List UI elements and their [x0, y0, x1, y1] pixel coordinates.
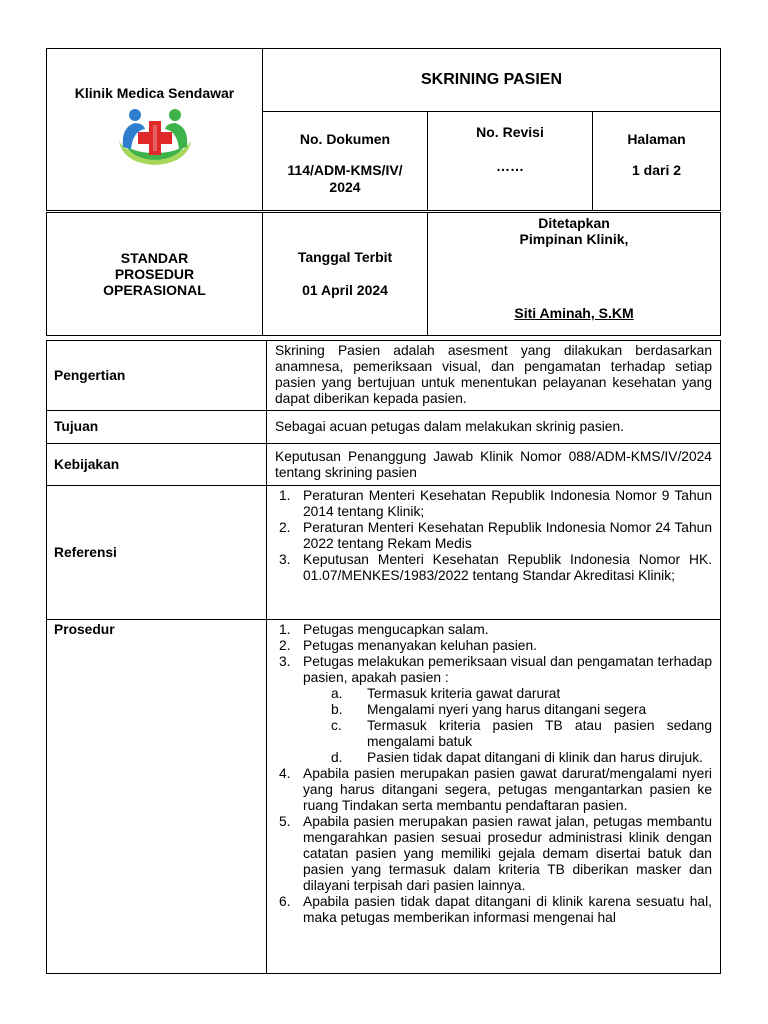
kebijakan-label: Kebijakan: [47, 444, 267, 486]
list-item: 1. Petugas mengucapkan salam.: [279, 622, 489, 637]
issue-date-cell: [263, 212, 428, 336]
list-item: 3. Keputusan Menteri Kesehatan Republik Indonesia Nomor HK. 01.07/MENKES/1983/2022 tentang Standar Akreditasi Klinik;: [279, 552, 712, 583]
list-item: 4. Apabila pasien merupakan pasien gawat darurat/mengalami nyeri yang harus ditangani segera, petugas mengantarkan pasien ke ruang Tindakan serta membantu pendaftaran pasien.: [279, 766, 712, 813]
page-value: 1 dari 2: [631, 162, 682, 178]
tujuan-text: Sebagai acuan petugas dalam melakukan skrinig pasien.: [267, 411, 721, 444]
revision-label: No. Revisi: [476, 124, 544, 140]
signatory-name: Siti Aminah, S.KM: [514, 305, 634, 321]
referensi-list: [275, 488, 712, 584]
sub-item: b. Mengalami nyeri yang harus ditangani segera: [331, 702, 647, 717]
tujuan-label: Tujuan: [47, 411, 267, 444]
pengertian-label: Pengertian: [47, 341, 267, 411]
revision-cell: [428, 112, 593, 212]
approval-by: Pimpinan Klinik,: [519, 231, 629, 247]
sop-label-cell: [47, 212, 263, 336]
page-cell: [593, 112, 721, 212]
sub-item: a. Termasuk kriteria gawat darurat: [331, 686, 561, 701]
row-referensi: [47, 486, 721, 620]
list-item: 2. Peraturan Menteri Kesehatan Republik Indonesia Nomor 24 Tahun 2022 tentang Rekam Medis: [279, 520, 712, 551]
page-label: Halaman: [627, 131, 686, 147]
referensi-list-cell: [267, 486, 721, 620]
clinic-name: Klinik Medica Sendawar: [74, 85, 235, 101]
list-item: 3. Petugas melakukan pemeriksaan visual dan pengamatan terhadap pasien, apakah pasien : a. Termasuk kriteria gawat darurat b. Mengalami nyeri yang harus ditangani segera c. Termasuk kriteria pasien TB atau pasien sedang mengalami batuk d. Pasien tidak dapat ditangani di klinik dan harus dirujuk.: [279, 654, 712, 765]
kebijakan-text: Keputusan Penanggung Jawab Klinik Nomor 088/ADM-KMS/IV/2024 tentang skrining pasien: [267, 444, 721, 486]
revision-value: ……: [496, 158, 524, 174]
list-item: 1. Peraturan Menteri Kesehatan Republik Indonesia Nomor 9 Tahun 2014 tentang Klinik;: [279, 488, 712, 519]
pengertian-text: Skrining Pasien adalah asesment yang dilakukan berdasarkan anamnesa, pemeriksaan visual, dan pengamatan terhadap setiap pasien yang bertujuan untuk menentukan pelayanan kesehatan yang dapat diberikan kepada pasien.: [267, 341, 721, 411]
list-item: 2. Petugas menanyakan keluhan pasien.: [279, 638, 537, 653]
list-item: 5. Apabila pasien merupakan pasien rawat jalan, petugas membantu mengarahkan pasien sesuai prosedur administrasi klinik dengan catatan pasien yang memiliki gejala demam disertai batuk dan pasien yang termasuk dalam kriteria TB diberikan masker dan dilayani terpisah dari pasien lainnya.: [279, 814, 712, 893]
clinic-cell: [47, 49, 263, 212]
row-pengertian: [47, 341, 721, 411]
doc-number-cell: [263, 112, 428, 212]
approval-cell: [428, 212, 721, 336]
referensi-label: Referensi: [47, 486, 267, 620]
clinic-logo-icon: [113, 107, 197, 169]
row-tujuan: [47, 411, 721, 444]
sub-item: c. Termasuk kriteria pasien TB atau pasien sedang mengalami batuk: [331, 718, 712, 749]
document-title: SKRINING PASIEN: [263, 49, 721, 112]
prosedur-list: [275, 622, 712, 926]
doc-number-label: No. Dokumen: [299, 131, 391, 147]
doc-number-value: 114/ADM-KMS/IV/ 2024: [287, 162, 403, 195]
header-table: [46, 48, 721, 336]
sop-label: STANDAR PROSEDUR OPERASIONAL: [103, 250, 206, 298]
prosedur-label: Prosedur: [47, 620, 267, 974]
row-prosedur: [47, 620, 721, 974]
prosedur-list-cell: [267, 620, 721, 974]
list-item: 6. Apabila pasien tidak dapat ditangani di klinik karena sesuatu hal, maka petugas memberikan informasi mengenai hal: [279, 894, 712, 925]
issue-date-value: 01 April 2024: [302, 282, 388, 298]
issue-date-label: Tanggal Terbit: [297, 249, 393, 265]
clinic-logo: [47, 107, 262, 172]
row-kebijakan: [47, 444, 721, 486]
content-table: [46, 340, 721, 974]
approval-label: Ditetapkan: [538, 215, 610, 231]
sub-item: d. Pasien tidak dapat ditangani di klinik dan harus dirujuk.: [331, 750, 703, 765]
